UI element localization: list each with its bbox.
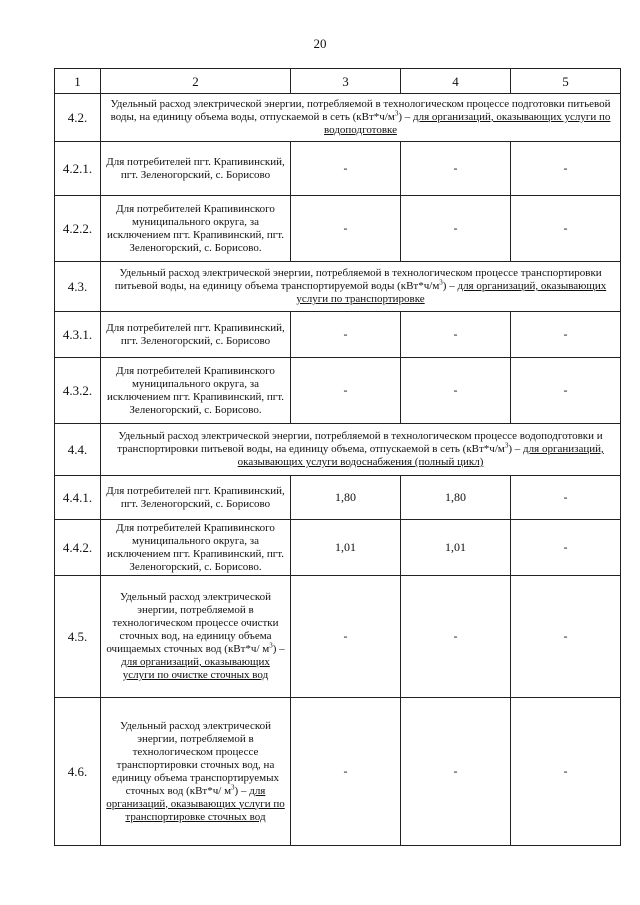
value-col-4: - [401, 142, 511, 196]
row-number: 4.5. [55, 576, 101, 698]
value-col-3: - [291, 196, 401, 262]
table-row-4-3-1 [55, 312, 621, 358]
row-number: 4.6. [55, 698, 101, 846]
consumer-description: Для потребителей пгт. Крапивинский, пгт. Зеленогорский, с. Борисово [101, 142, 291, 196]
table-row-4-4-1 [55, 476, 621, 520]
consumer-description: Для потребителей Крапивинского муниципального округа, за исключением пгт. Крапивинский, пгт. Зеленогорский, с. Борисово. [101, 358, 291, 424]
value-col-4: 1,80 [401, 476, 511, 520]
row-number: 4.4. [55, 424, 101, 476]
page-number: 20 [313, 36, 327, 51]
organization-type-link: для организаций, оказывающих услуги по водоподготовке [324, 111, 611, 136]
table-row-4-3-2 [55, 358, 621, 424]
row-number: 4.4.2. [55, 520, 101, 576]
value-col-5: - [511, 698, 621, 846]
section-row-4-3 [55, 262, 621, 312]
header-col-2: 2 [101, 69, 291, 94]
value-col-3: - [291, 312, 401, 358]
header-col-3: 3 [291, 69, 401, 94]
table-row-4-2-2 [55, 196, 621, 262]
value-col-3: - [291, 142, 401, 196]
value-col-5: - [511, 576, 621, 698]
table-row-4-6 [55, 698, 621, 846]
value-col-3: - [291, 358, 401, 424]
organization-type-link: для организаций, оказывающих услуги по транспортировке [296, 280, 607, 305]
indicator-description: Удельный расход электрической энергии, потребляемой в технологическом процессе транспортировки сточных вод, на единицу объема транспортируемых сточных вод (кВт*ч/ $м^3$) – для организаций, оказывающих услуги по транспортировке сточных вод [101, 698, 291, 846]
value-col-5: - [511, 358, 621, 424]
value-col-5: - [511, 142, 621, 196]
row-number: 4.2.1. [55, 142, 101, 196]
section-description: Удельный расход электрической энергии, потребляемой в технологическом процессе подготовки питьевой воды, на единицу объема воды, отпускаемой в сеть $(кВт*ч/м^3)$ – для организаций, оказывающих услуги по водоподготовке [101, 94, 621, 142]
indicators-table [54, 68, 621, 846]
consumer-description: Для потребителей пгт. Крапивинский, пгт. Зеленогорский, с. Борисово [101, 476, 291, 520]
table-row-4-4-2 [55, 520, 621, 576]
table-row-4-2-1 [55, 142, 621, 196]
value-col-4: - [401, 312, 511, 358]
section-description: Удельный расход электрической энергии, потребляемой в технологическом процессе транспортировки питьевой воды, на единицу объема транспортируемой воды $(кВт*ч/м^3)$ – для организаций, оказывающих услуги по транспортировке [101, 262, 621, 312]
value-col-4: - [401, 576, 511, 698]
value-col-4: - [401, 358, 511, 424]
row-number: 4.3. [55, 262, 101, 312]
consumer-description: Для потребителей Крапивинского муниципального округа, за исключением пгт. Крапивинский, пгт. Зеленогорский, с. Борисово. [101, 196, 291, 262]
row-number: 4.4.1. [55, 476, 101, 520]
organization-type-link: для организаций, оказывающих услуги водоснабжения (полный цикл) [237, 443, 604, 468]
value-col-3: - [291, 698, 401, 846]
value-col-4: 1,01 [401, 520, 511, 576]
value-col-3: 1,80 [291, 476, 401, 520]
value-col-3: 1,01 [291, 520, 401, 576]
value-col-4: - [401, 698, 511, 846]
value-col-5: - [511, 312, 621, 358]
value-col-5: - [511, 476, 621, 520]
value-col-4: - [401, 196, 511, 262]
value-col-3: - [291, 576, 401, 698]
row-number: 4.3.2. [55, 358, 101, 424]
table-row-4-5 [55, 576, 621, 698]
indicator-description: Удельный расход электрической энергии, потребляемой в технологическом процессе очистки сточных вод, на единицу объема очищаемых сточных вод (кВт*ч/ $м^3$) – для организаций, оказывающих услуги по очистке сточных вод [101, 576, 291, 698]
row-number: 4.2.2. [55, 196, 101, 262]
value-col-5: - [511, 196, 621, 262]
header-col-5: 5 [511, 69, 621, 94]
organization-type-link: для организаций, оказывающих услуги по транспортировке сточных вод [106, 784, 285, 823]
section-row-4-2 [55, 94, 621, 142]
row-number: 4.3.1. [55, 312, 101, 358]
consumer-description: Для потребителей Крапивинского муниципального округа, за исключением пгт. Крапивинский, пгт. Зеленогорский, с. Борисово. [101, 520, 291, 576]
row-number: 4.2. [55, 94, 101, 142]
table-header-row [55, 69, 621, 94]
section-description: Удельный расход электрической энергии, потребляемой в технологическом процессе водоподготовки и транспортировки питьевой воды, на единицу объема, отпускаемой в сеть $(кВт*ч/м^3)$ – для организаций, оказывающих услуги водоснабжения (полный цикл) [101, 424, 621, 476]
header-col-4: 4 [401, 69, 511, 94]
consumer-description: Для потребителей пгт. Крапивинский, пгт. Зеленогорский, с. Борисово [101, 312, 291, 358]
section-row-4-4 [55, 424, 621, 476]
organization-type-link: для организаций, оказывающих услуги по очистке сточных вод [121, 656, 270, 681]
value-col-5: - [511, 520, 621, 576]
header-col-1: 1 [55, 69, 101, 94]
